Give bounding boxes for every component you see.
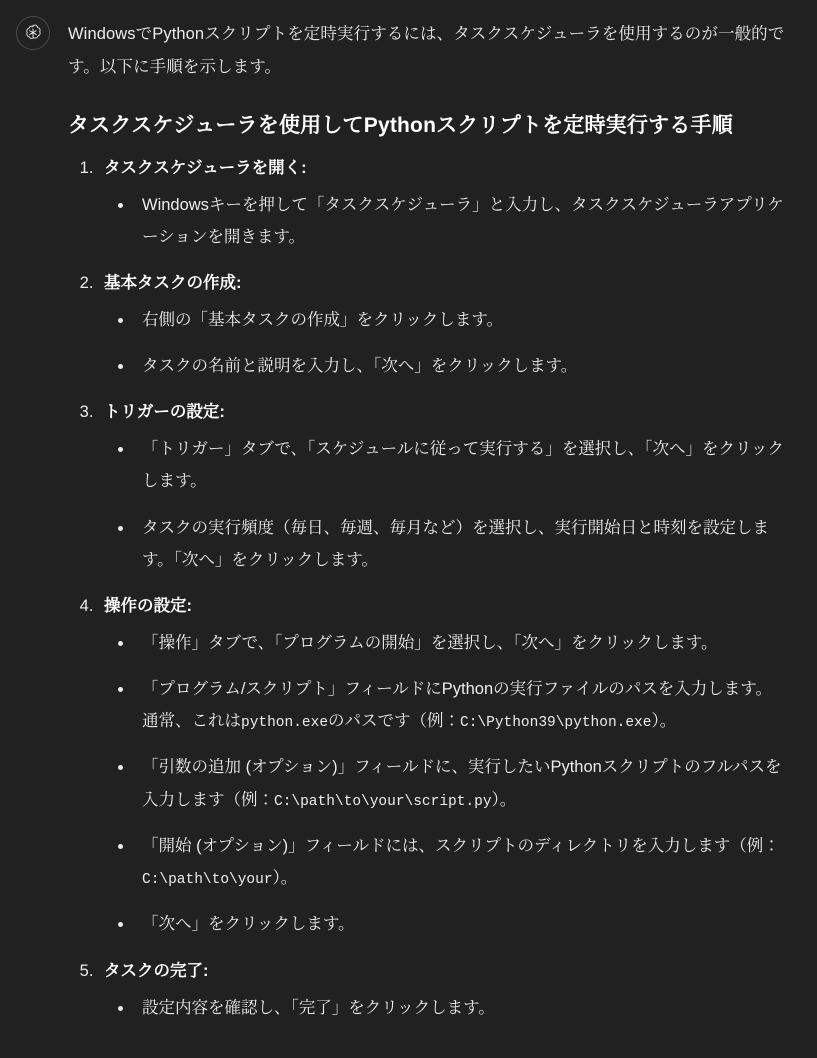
list-item: • 「次へ」をクリックします。 <box>134 908 787 940</box>
substeps-list <box>104 992 787 1024</box>
list-item <box>98 955 787 1024</box>
list-item <box>98 590 787 941</box>
substeps-list <box>104 627 787 941</box>
list-item: • Windowsキーを押して「タスクスケジューラ」と入力し、タスクスケジューラアプリケーションを開きます。 <box>134 189 787 253</box>
list-item: • 「引数の追加 (オプション)」フィールドに、実行したいPythonスクリプトのフルパスを入力します（例：C:\path\to\your\script.py）。 <box>134 751 787 815</box>
intro-paragraph: WindowsでPythonスクリプトを定時実行するには、タスクスケジューラを使用するのが一般的です。以下に手順を示します。 <box>68 25 785 76</box>
section-heading: タスクスケジューラを使用してPythonスクリプトを定時実行する手順 <box>68 114 733 137</box>
list-item: • 「操作」タブで、「プログラムの開始」を選択し、「次へ」をクリックします。 <box>134 627 787 659</box>
avatar <box>16 16 50 50</box>
list-item <box>98 267 787 382</box>
inline-code: C:\Python39\python.exe <box>460 715 652 732</box>
steps-list <box>68 152 787 1024</box>
inline-code: C:\path\to\your <box>142 872 273 889</box>
substeps-list <box>104 304 787 382</box>
list-item: • 右側の「基本タスクの作成」をクリックします。 <box>134 304 787 336</box>
inline-code: python.exe <box>241 715 329 732</box>
list-item: • タスクの実行頻度（毎日、毎週、毎月など）を選択し、実行開始日と時刻を設定します。「次へ」をクリックします。 <box>134 512 787 576</box>
step-title: 操作の設定: <box>104 596 192 615</box>
avatar-column <box>16 10 68 50</box>
step-title: タスクスケジューラを開く: <box>104 158 307 177</box>
list-item: • 「プログラム/スクリプト」フィールドにPythonの実行ファイルのパスを入力します。通常、これはpython.exeのパスです（例：C:\Python39\python.exe）。 <box>134 673 787 737</box>
list-item: • タスクの名前と説明を入力し、「次へ」をクリックします。 <box>134 350 787 382</box>
substeps-list <box>104 433 787 576</box>
step-title: トリガーの設定: <box>104 403 225 422</box>
step-title: タスクの完了: <box>104 961 209 980</box>
list-item: • 「トリガー」タブで、「スケジュールに従って実行する」を選択し、「次へ」をクリックします。 <box>134 433 787 497</box>
list-item <box>98 396 787 576</box>
substeps-list <box>104 189 787 253</box>
list-item: • 「開始 (オプション)」フィールドには、スクリプトのディレクトリを入力します（例：C:\path\to\your）。 <box>134 830 787 894</box>
message-body <box>68 10 793 1038</box>
openai-logo-icon <box>23 23 43 43</box>
list-item: • 設定内容を確認し、「完了」をクリックします。 <box>134 992 787 1024</box>
list-item <box>98 152 787 253</box>
step-title: 基本タスクの作成: <box>104 273 242 292</box>
inline-code: C:\path\to\your\script.py <box>274 793 492 810</box>
